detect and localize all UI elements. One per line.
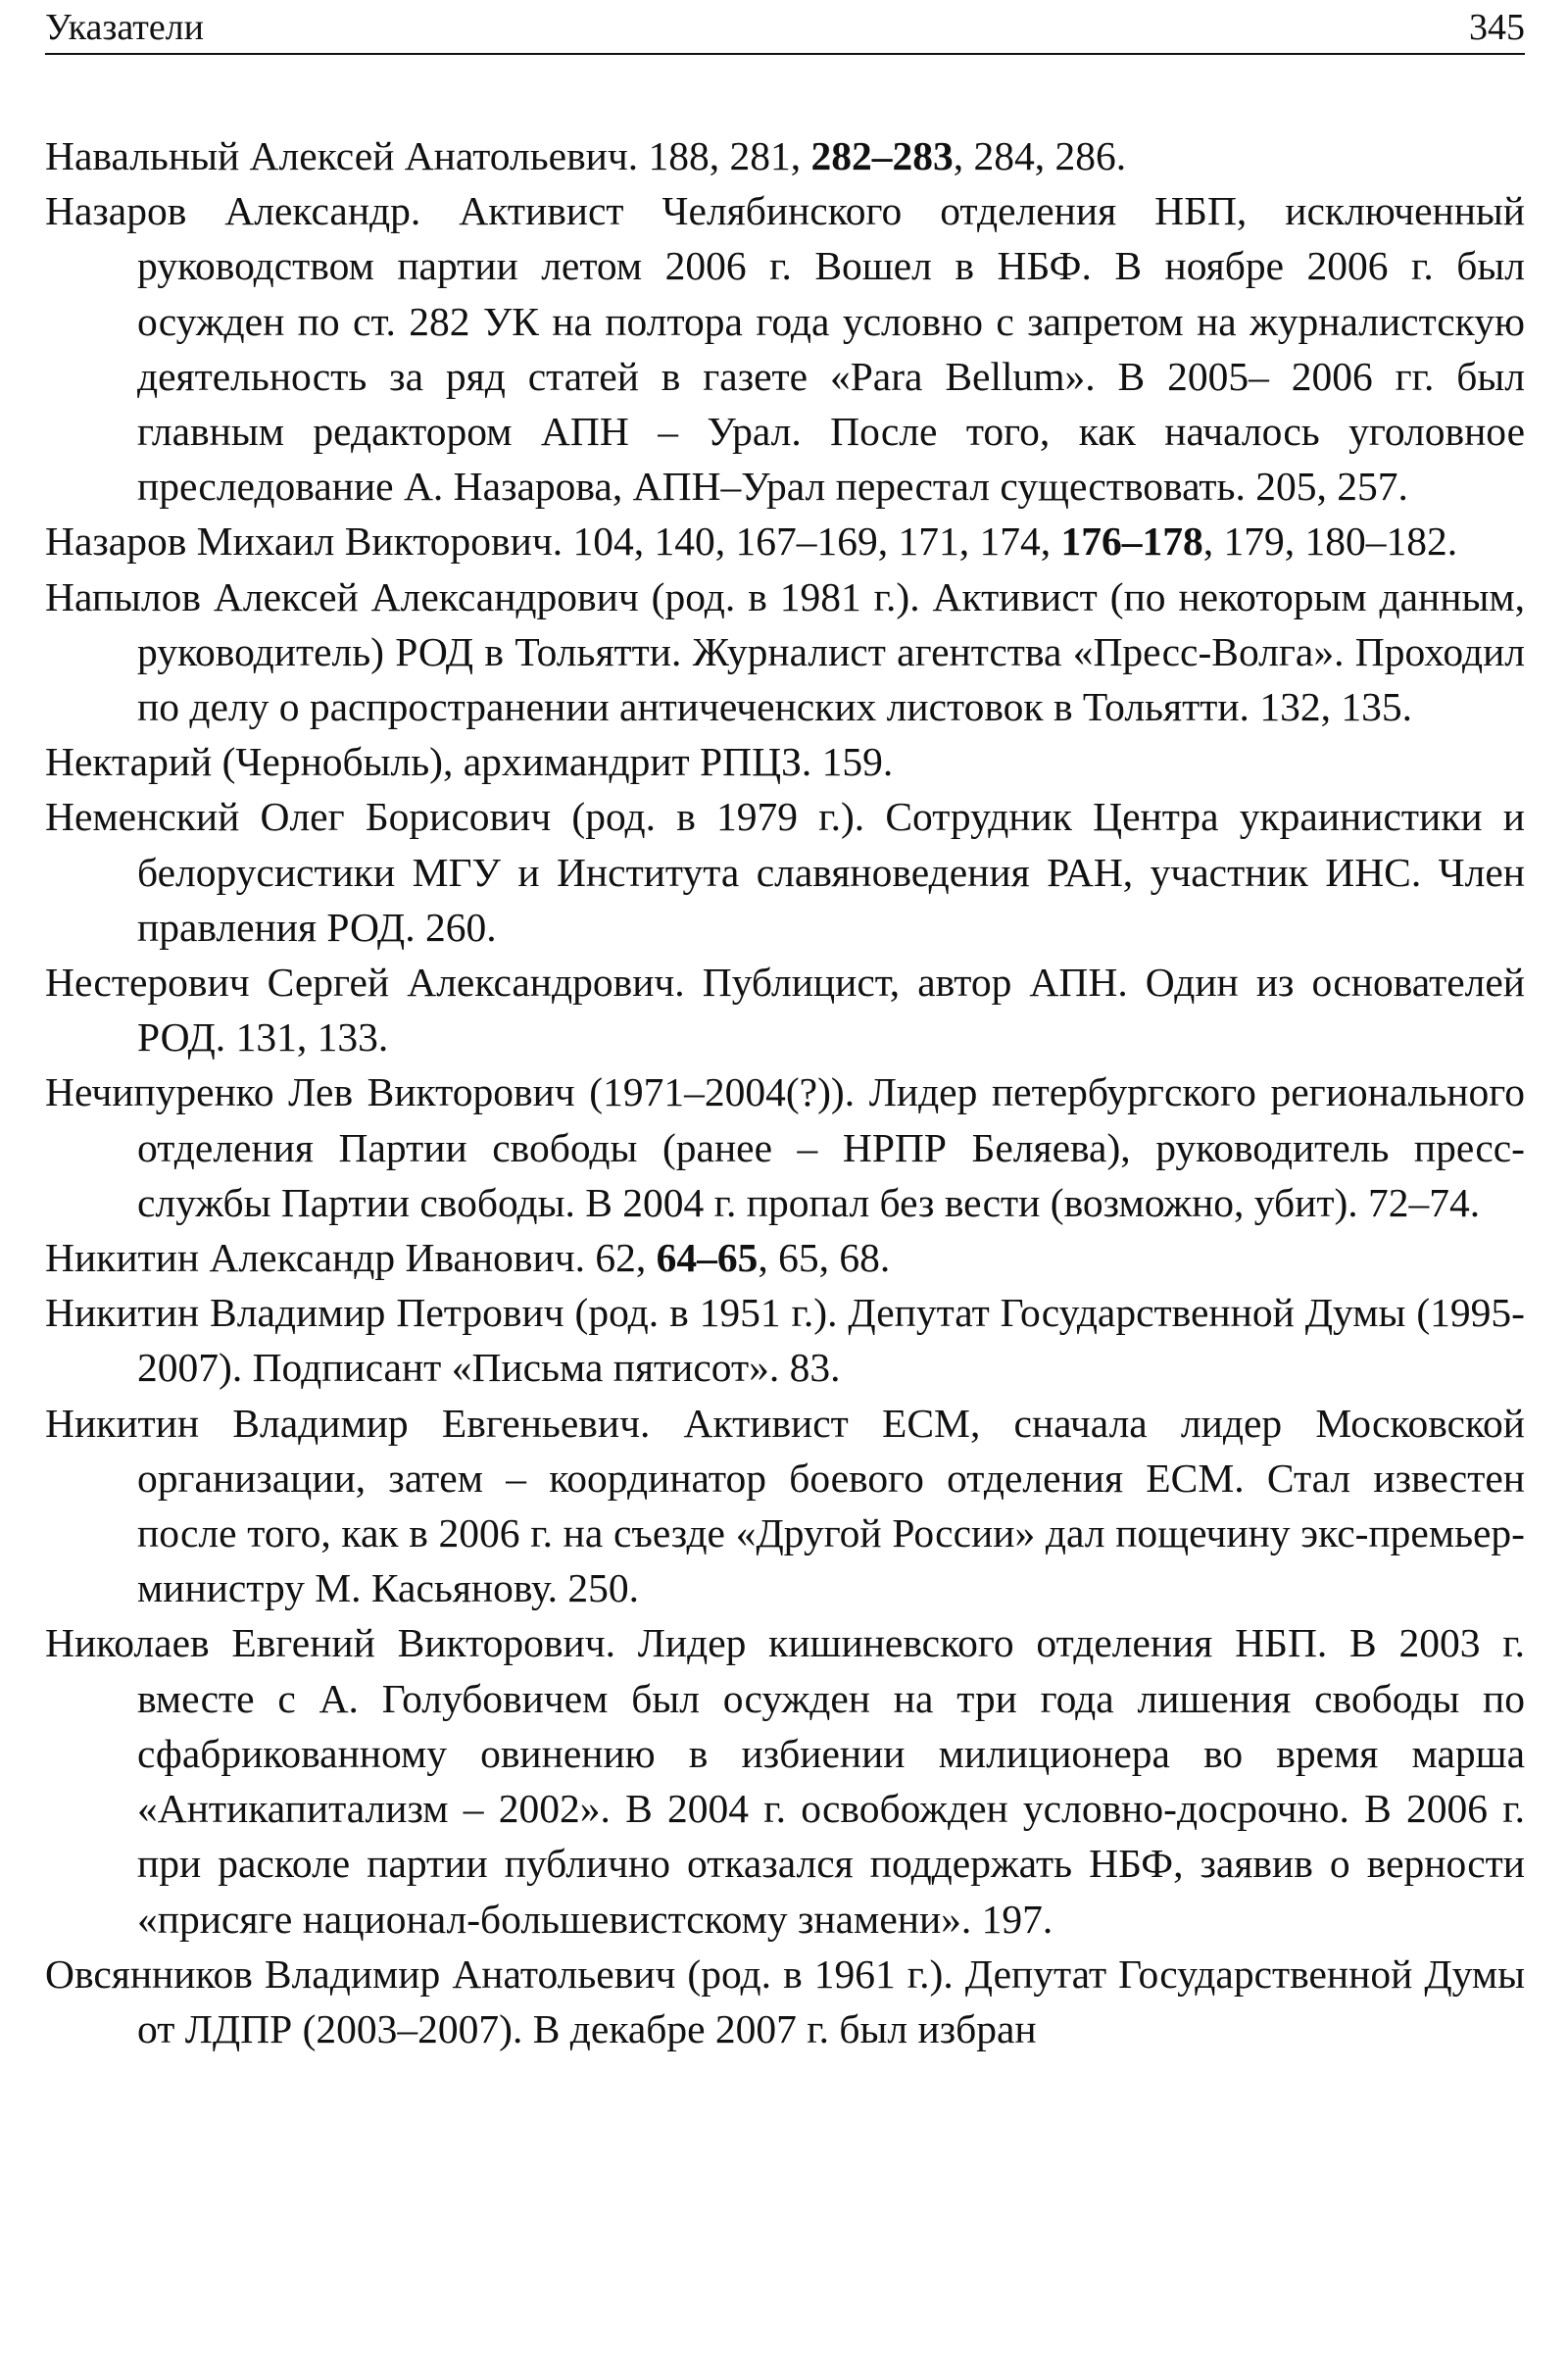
index-entry [45, 955, 1525, 1064]
entry-text: Нестерович Сергей Александрович. Публицист, автор АПН. Один из основателей РОД. [45, 960, 1525, 1061]
page-ref: 205, 257. [1255, 464, 1408, 510]
entry-text: Овсянников Владимир Анатольевич (род. в 1961 г.). Депутат Государственной Думы от ЛДПР (2003–2007). В декабре 2007 г. был избран [45, 1950, 1525, 2051]
index-entry [45, 1064, 1525, 1230]
entry-text: Назаров Александр. Активист Челябинского отделения НБП, исключенный руководством партии летом 2006 г. Вошел в НБФ. В ноябре 2006 г. был осужден по ст. 282 УК на полтора года условно с запретом на журналистскую деятельность за ряд статей в газете «Para Bellum». В 2005– 2006 гг. был главным редактором АПН – Урал. После того, как началось уголовное преследование А. Назарова, АПН–Урал перестал существовать. [45, 188, 1525, 510]
index-entry [45, 1285, 1525, 1395]
entry-text: Назаров Михаил Викторович. [45, 518, 573, 565]
section-title: Указатели [45, 7, 204, 48]
entry-page-refs [790, 1345, 841, 1390]
index-entry [45, 514, 1525, 568]
entry-text: Никитин Владимир Евгеньевич. Активист ЕСМ, сначала лидер Московской организации, затем – координатор боевого отделения ЕСМ. Стал известен после того, как в 2006 г. на съезде «Другой России» дал пощечину экс-премьер-министру М. Касьянову. [45, 1400, 1525, 1611]
page-ref: , 65, 68. [758, 1235, 891, 1281]
entry-text: Навальный Алексей Анатольевич. [45, 133, 649, 178]
index-entry [45, 1230, 1525, 1285]
entry-text: Нечипуренко Лев Викторович (1971–2004(?)). Лидер петербургского регионального отделения Партии свободы (ранее – НРПР Беляева), руководитель пресс-службы Партии свободы. В 2004 г. пропал без вести (возможно, убит). [45, 1069, 1525, 1225]
index-entry [45, 1396, 1525, 1616]
entry-page-refs [572, 518, 1457, 564]
index-entry [45, 1947, 1525, 2056]
page-ref: 188, 281, [648, 133, 811, 178]
index-entry [45, 1615, 1525, 1946]
entry-text: Нектарий (Чернобыль), архимандрит РПЦЗ. [45, 739, 822, 785]
page-ref: 250. [567, 1565, 640, 1611]
index-entry [45, 128, 1525, 183]
index-entry [45, 789, 1525, 955]
entry-page-refs [425, 905, 497, 950]
entry-page-refs [1255, 464, 1408, 509]
page-ref: 72–74. [1368, 1179, 1481, 1225]
entry-page-refs [649, 133, 1127, 178]
entry-text: Никитин Александр Иванович. [45, 1235, 596, 1281]
page-ref: 131, 133. [235, 1014, 389, 1061]
page-ref: 83. [789, 1345, 841, 1391]
entry-text: Неменский Олег Борисович (род. в 1979 г.). Сотрудник Центра украинистики и белорусистики МГУ и Института славяноведения РАН, участник ИНС. Член правления РОД. [45, 794, 1525, 950]
page-number: 345 [1469, 7, 1525, 48]
index-entry [45, 569, 1525, 735]
page-ref: , 284, 286. [953, 133, 1127, 178]
page-ref: 260. [425, 904, 497, 950]
name-index [45, 128, 1525, 2056]
index-entry [45, 734, 1525, 789]
page-ref: 159. [821, 739, 894, 785]
page-ref-main: 64–65 [656, 1235, 759, 1281]
entry-page-refs [1259, 684, 1412, 729]
entry-page-refs [567, 1565, 639, 1610]
entry-page-refs [822, 739, 894, 784]
page-ref: 197. [981, 1896, 1054, 1942]
page-ref-main: 176–178 [1060, 518, 1203, 565]
page-ref-main: 282–283 [810, 133, 954, 178]
entry-text: Напылов Алексей Александрович (род. в 1981 г.). Активист (по некоторым данным, руководитель) РОД в Тольятти. Журналист агентства «Пресс-Волга». Проходил по делу о распространении античеченских листовок в Тольятти. [45, 573, 1525, 730]
index-entry [45, 183, 1525, 514]
page-ref: 104, 140, 167–169, 171, 174, [572, 518, 1061, 565]
entry-text: Никитин Владимир Петрович (род. в 1951 г.). Депутат Государственной Думы (1995-2007). Подписант «Письма пятисот». [45, 1290, 1525, 1391]
page-ref: 132, 135. [1259, 684, 1412, 730]
running-header [45, 2, 1525, 55]
entry-page-refs [595, 1235, 890, 1280]
entry-text: Николаев Евгений Викторович. Лидер кишиневского отделения НБП. В 2003 г. вместе с А. Голубовичем был осужден на три года лишения свободы по сфабрикованному овинению в избиении милиционера во время марша «Антикапитализм – 2002». В 2004 г. освобожден условно-досрочно. В 2006 г. при расколе партии публично отказался поддержать НБФ, заявив о верности «присяге национал-большевистскому знамени». [45, 1620, 1525, 1942]
page-ref: 62, [595, 1235, 657, 1281]
page-ref: , 179, 180–182. [1202, 518, 1458, 565]
entry-page-refs [1368, 1180, 1480, 1225]
entry-page-refs [236, 1014, 389, 1060]
entry-page-refs [982, 1897, 1054, 1942]
